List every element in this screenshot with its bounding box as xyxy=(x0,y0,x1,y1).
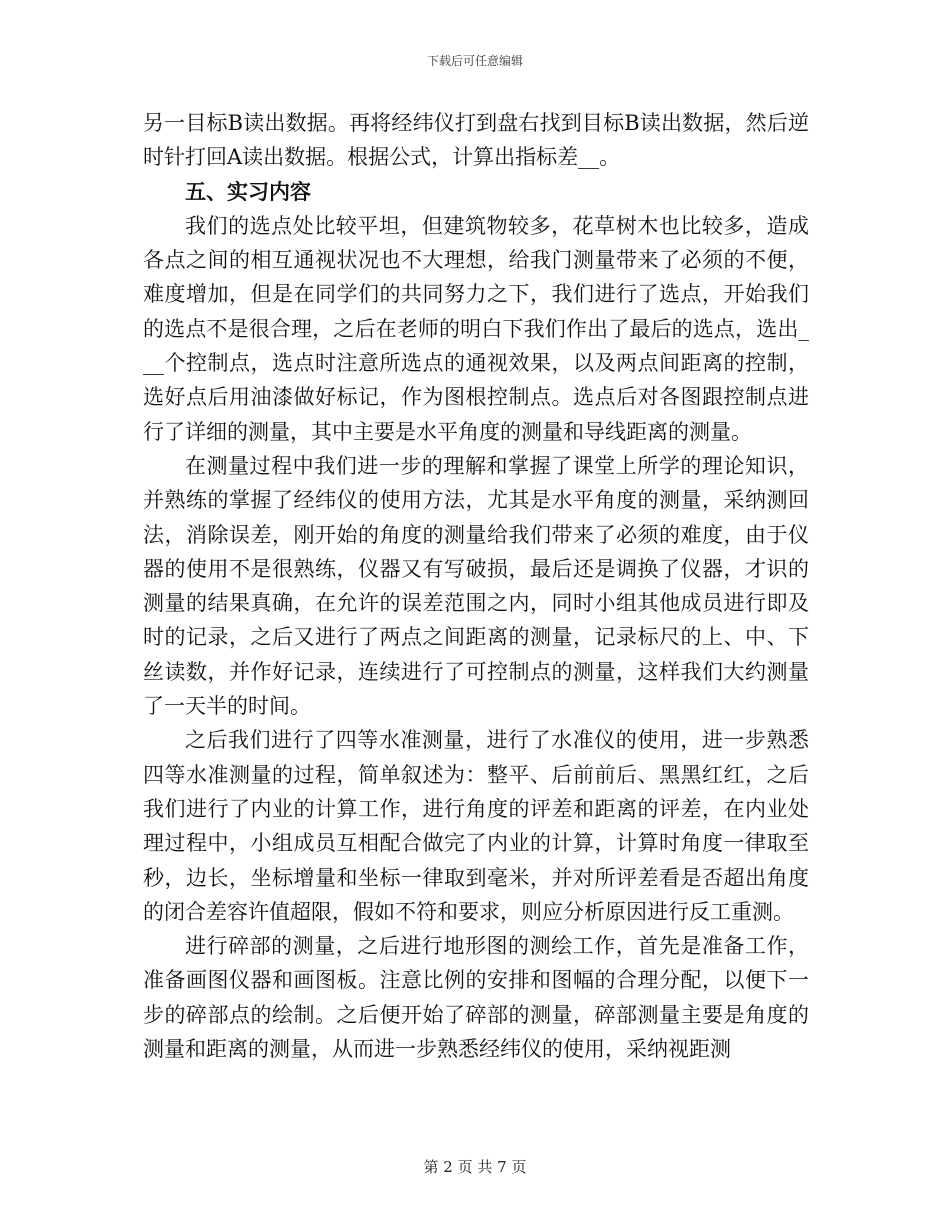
document-body xyxy=(143,106,809,1066)
paragraph-site-selection: 我们的选点处比较平坦，但建筑物较多，花草树木也比较多，造成各点之间的相互通视状况也不大理想，给我门测量带来了必须的不便，难度增加，但是在同学们的共同努力之下，我们进行了选点，开始我们的选点不是很合理，之后在老师的明白下我们作出了最后的选点，选出___个控制点，选点时注意所选点的通视效果，以及两点间距离的控制，选好点后用油漆做好标记，作为图根控制点。选点后对各图跟控制点进行了详细的测量，其中主要是水平角度的测量和导线距离的测量。 xyxy=(143,213,809,444)
section-title: 五、实习内容 xyxy=(185,178,311,204)
page-header: 下载后可任意编辑 xyxy=(426,54,523,68)
paragraph-continuation: 另一目标B读出数据。再将经纬仪打到盘右找到目标B读出数据，然后逆时针打回A读出数据。根据公式，计算出指标差__。 xyxy=(143,111,809,170)
paragraph-angle-measurement: 在测量过程中我们进一步的理解和掌握了课堂上所学的理论知识，并熟练的掌握了经纬仪的使用方法，尤其是水平角度的测量，采纳测回法，消除误差，刚开始的角度的测量给我们带来了必须的难度，由于仪器的使用不是很熟练，仪器又有写破损，最后还是调换了仪器，才识的测量的结果真确，在允许的误差范围之内，同时小组其他成员进行即及时的记录，之后又进行了两点之间距离的测量，记录标尺的上、中、下丝读数，并作好记录，连续进行了可控制点的测量，这样我们大约测量了一天半的时间。 xyxy=(143,453,809,719)
paragraph-leveling: 之后我们进行了四等水准测量，进行了水准仪的使用，进一步熟悉四等水准测量的过程，简单叙述为：整平、后前前后、黑黑红红，之后我们进行了内业的计算工作，进行角度的评差和距离的评差，在内业处理过程中，小组成员互相配合做完了内业的计算，计算时角度一律取至秒，边长，坐标增量和坐标一律取到毫米，并对所评差看是否超出角度的闭合差容许值超限，假如不符和要求，则应分析原因进行反工重测。 xyxy=(143,728,809,924)
page-number: 第 2 页 共 7 页 xyxy=(423,1158,527,1176)
paragraph-detail-survey: 进行碎部的测量，之后进行地形图的测绘工作，首先是准备工作，准备画图仪器和画图板。注意比例的安排和图幅的合理分配，以便下一步的碎部点的绘制。之后便开始了碎部的测量，碎部测量主要是角度的测量和距离的测量，从而进一步熟悉经纬仪的使用，采纳视距测 xyxy=(143,934,809,1062)
